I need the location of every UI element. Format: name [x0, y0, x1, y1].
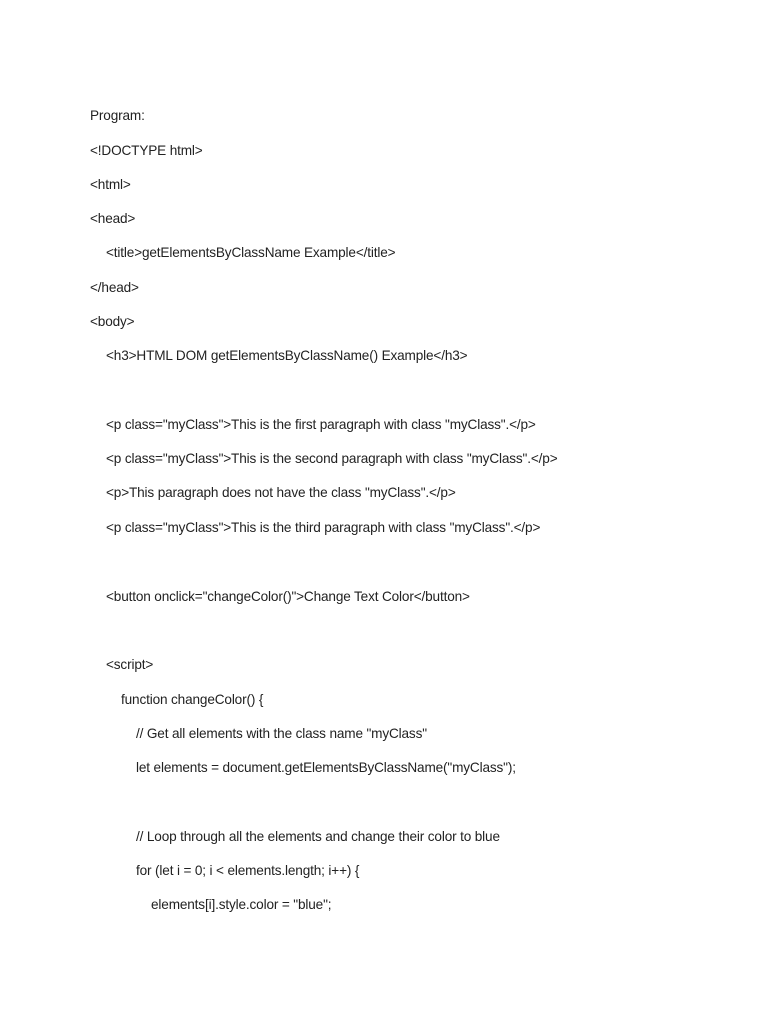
code-line: <title>getElementsByClassName Example</title> — [106, 245, 396, 260]
code-line: <head> — [90, 211, 136, 226]
code-line: <p class="myClass">This is the third paragraph with class "myClass".</p> — [106, 520, 541, 535]
code-line: let elements = document.getElementsByClassName("myClass"); — [136, 760, 516, 775]
code-comment: // Get all elements with the class name "myClass" — [136, 726, 427, 741]
code-line: <h3>HTML DOM getElementsByClassName() Example</h3> — [106, 348, 468, 363]
code-line: </head> — [90, 280, 139, 295]
code-line: <html> — [90, 177, 131, 192]
code-line: <script> — [106, 657, 154, 672]
code-line: elements[i].style.color = "blue"; — [151, 897, 332, 912]
code-comment: // Loop through all the elements and change their color to blue — [136, 829, 500, 844]
program-heading: Program: — [90, 108, 145, 123]
code-line: <button onclick="changeColor()">Change Text Color</button> — [106, 589, 470, 604]
code-line: function changeColor() { — [121, 692, 264, 707]
code-line: <body> — [90, 314, 135, 329]
code-line: <p class="myClass">This is the first paragraph with class "myClass".</p> — [106, 417, 536, 432]
code-line: <p>This paragraph does not have the class "myClass".</p> — [106, 485, 456, 500]
code-line: <!DOCTYPE html> — [90, 143, 203, 158]
code-line: for (let i = 0; i < elements.length; i++) { — [136, 863, 360, 878]
code-line: <p class="myClass">This is the second paragraph with class "myClass".</p> — [106, 451, 558, 466]
